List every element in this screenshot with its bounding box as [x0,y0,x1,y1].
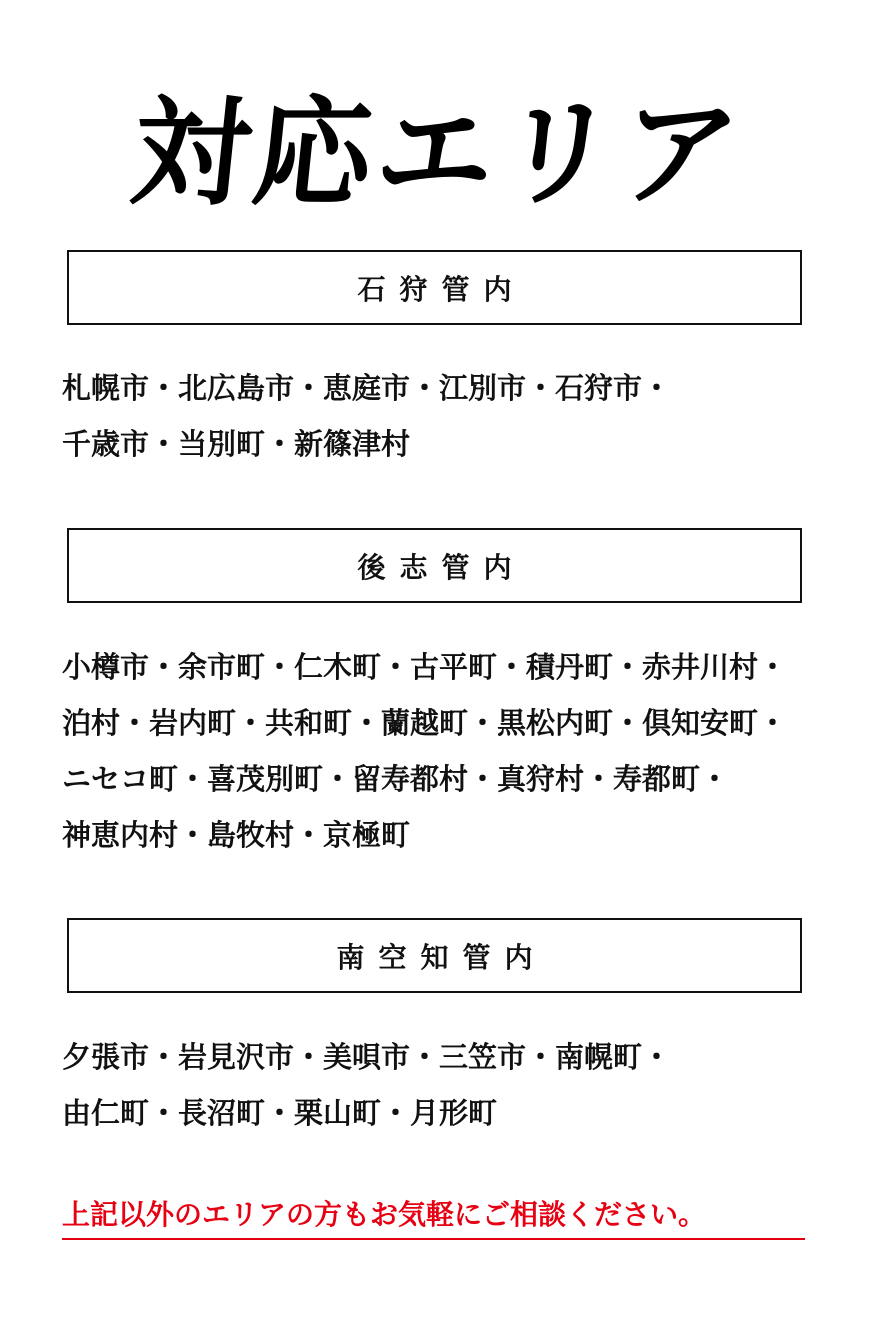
area-line: 泊村・岩内町・共和町・蘭越町・黒松内町・倶知安町・ [62,706,788,740]
area-line: 札幌市・北広島市・恵庭市・江別市・石狩市・ [62,371,672,405]
section-heading-minami-sorachi: 南空知管内 [67,918,802,993]
area-line: 神恵内村・島牧村・京極町 [62,818,411,852]
area-list-ishikari [62,360,822,472]
section-heading-shiribeshi: 後志管内 [67,528,802,603]
area-line: ニセコ町・喜茂別町・留寿都村・真狩村・寿都町・ [62,762,730,796]
section-heading-ishikari: 石狩管内 [67,250,802,325]
page-title: 対応エリア [125,83,750,222]
area-list-shiribeshi [62,639,822,863]
area-line: 夕張市・岩見沢市・美唄市・三笠市・南幌町・ [62,1040,672,1074]
area-list-minami-sorachi [62,1029,822,1141]
area-line: 由仁町・長沼町・栗山町・月形町 [62,1096,498,1130]
contact-note: 上記以外のエリアの方もお気軽にご相談ください。 [62,1190,805,1240]
area-line: 小樽市・余市町・仁木町・古平町・積丹町・赤井川村・ [62,650,788,684]
area-line: 千歳市・当別町・新篠津村 [62,427,411,461]
